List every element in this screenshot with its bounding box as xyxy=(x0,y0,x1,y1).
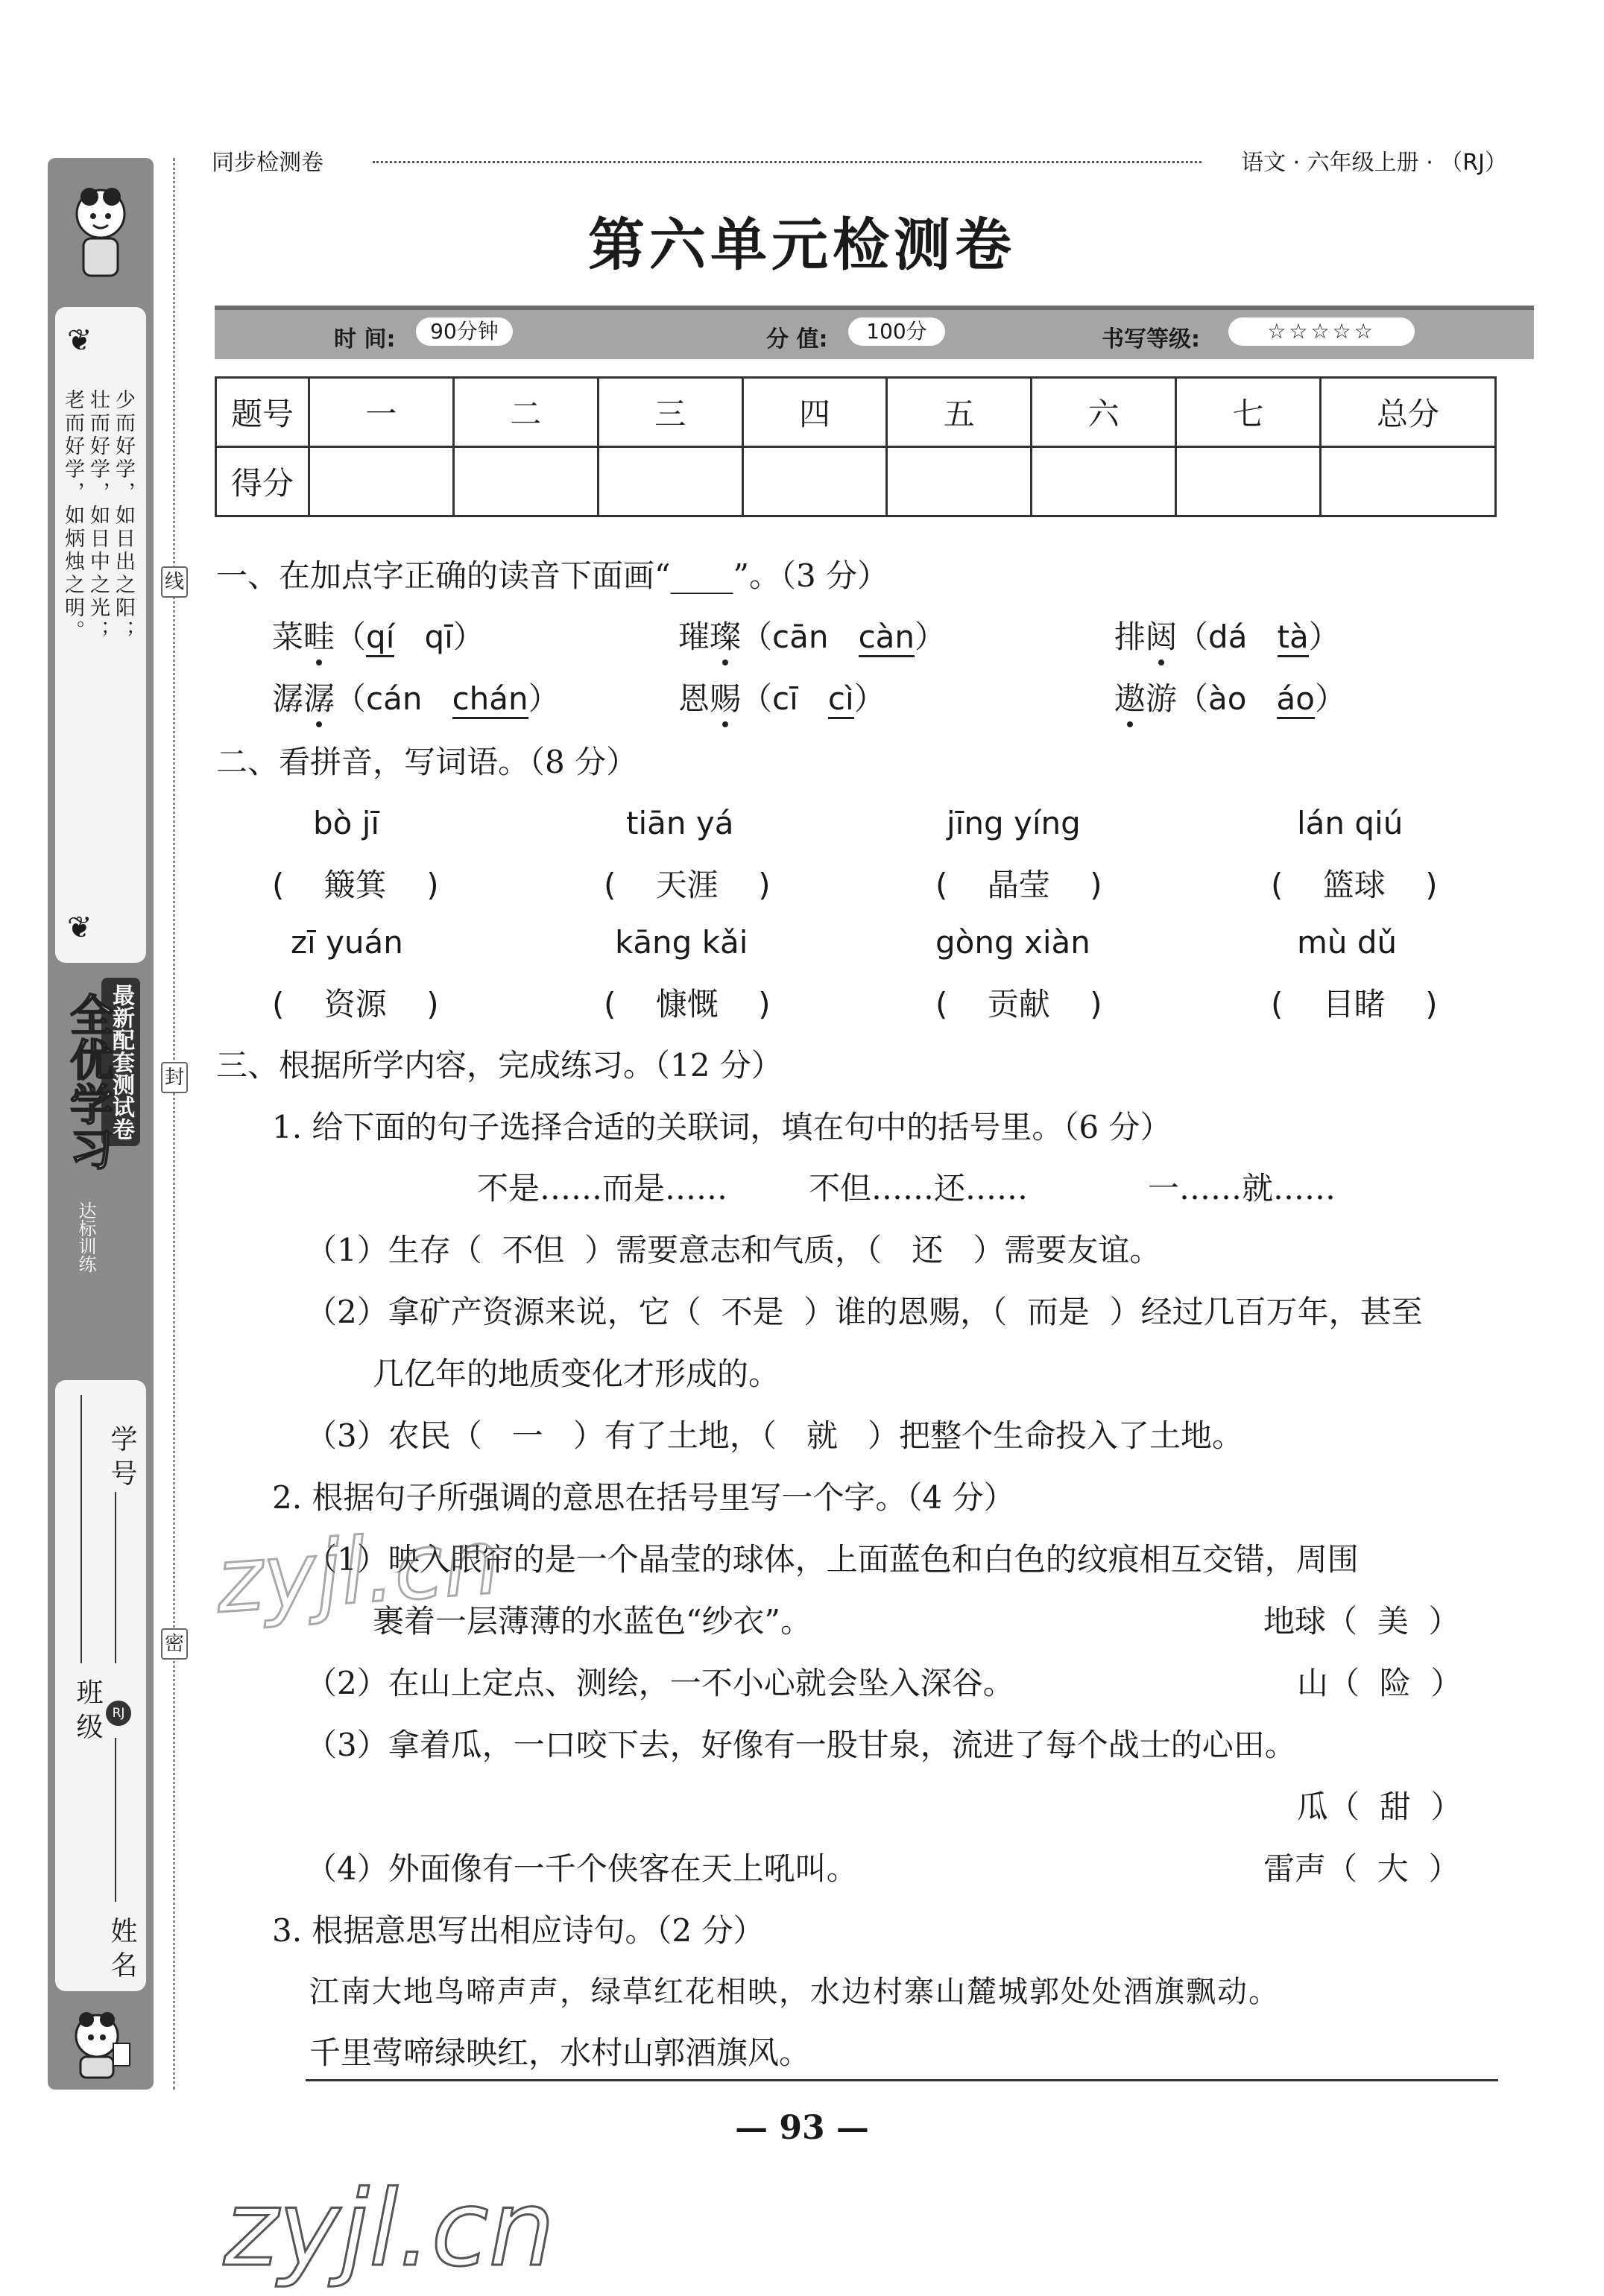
sentence-text: （3）农民（ xyxy=(306,1417,482,1454)
paren: ） xyxy=(1430,1665,1462,1701)
sentence-text: （2）拿矿产资源来说，它（ xyxy=(306,1294,701,1330)
table-row xyxy=(216,447,1496,516)
table-cell: 七 xyxy=(1176,378,1321,447)
student-info-panel xyxy=(55,1380,146,1991)
fill-answer[interactable]: 不是 xyxy=(721,1294,784,1330)
cut-label-feng: 封 xyxy=(161,1062,188,1093)
rj-badge: RJ xyxy=(106,1701,131,1726)
word-answer: 目睹 xyxy=(1322,986,1386,1022)
table-cell: 得分 xyxy=(216,447,309,516)
score-input[interactable] xyxy=(1321,447,1496,516)
q1-item xyxy=(678,613,946,657)
word-answer: 资源 xyxy=(323,986,387,1022)
paren: （ xyxy=(1177,680,1209,717)
sentence: （4）外面像有一千个侠客在天上吼叫。 xyxy=(306,1850,858,1887)
word: 游 xyxy=(1146,680,1178,717)
q1-item xyxy=(272,613,484,657)
fill-answer: 大 xyxy=(1377,1850,1409,1887)
answer-label: 地球（ xyxy=(1263,1603,1358,1639)
header-divider xyxy=(373,161,1202,163)
cut-line xyxy=(173,158,175,2090)
page-number: — 93 — xyxy=(735,2109,869,2147)
sentence xyxy=(306,1411,1243,1456)
sentence-text: ）经过几百万年，甚至 xyxy=(1109,1294,1423,1330)
sentence xyxy=(306,1226,1161,1271)
dotted-char: 遨 xyxy=(1114,680,1146,717)
table-cell: 三 xyxy=(598,378,742,447)
name-label: 姓名 xyxy=(107,1917,137,1985)
fill-answer: 美 xyxy=(1377,1603,1409,1639)
pinyin-option[interactable]: cān xyxy=(772,619,829,655)
score-input[interactable] xyxy=(453,447,598,516)
brand-block xyxy=(55,978,146,1350)
conjunction-option: 不但……还…… xyxy=(809,1170,1029,1206)
table-cell: 一 xyxy=(309,378,454,447)
answer-line xyxy=(306,2079,1498,2081)
fill-answer: 甜 xyxy=(1379,1789,1411,1825)
table-row xyxy=(216,378,1496,447)
word-answer: 天涯 xyxy=(655,867,719,903)
pinyin-option-selected[interactable]: càn xyxy=(859,619,915,657)
class-field[interactable] xyxy=(80,1395,82,1663)
fill-answer[interactable]: 还 xyxy=(912,1232,944,1268)
sentence: （3）拿着瓜，一口咬下去，好像有一股甘泉，流进了每个战士的心田。 xyxy=(306,1727,1296,1763)
word: 排 xyxy=(1114,619,1146,655)
sentence-text: ）需要意志和气质，（ xyxy=(584,1232,882,1268)
dotted-char: 璨 xyxy=(710,619,742,655)
pinyin-option[interactable]: cī xyxy=(772,680,798,717)
table-cell: 题号 xyxy=(216,378,309,447)
fill-answer[interactable]: 一 xyxy=(511,1417,543,1454)
paren: （ xyxy=(335,680,367,717)
table-cell: 二 xyxy=(453,378,598,447)
motto-line-3: 老而好学，如炳烛之明。 xyxy=(61,389,84,643)
motto-panel xyxy=(55,307,146,963)
word: 璀 xyxy=(678,619,710,655)
score-value-label: 分 值: xyxy=(766,326,828,352)
pinyin: tiān yá xyxy=(626,805,734,841)
paren: ） xyxy=(915,619,947,655)
table-cell: 六 xyxy=(1032,378,1176,447)
word-answer: 簸箕 xyxy=(323,867,387,903)
paren: （ xyxy=(741,680,773,717)
score-input[interactable] xyxy=(742,447,887,516)
sentence-continued: 几亿年的地质变化才形成的。 xyxy=(373,1356,780,1392)
answer-label: 瓜（ xyxy=(1297,1789,1360,1825)
dotted-char: 潺 xyxy=(303,680,335,717)
pinyin: jīng yíng xyxy=(947,805,1081,841)
pinyin-option[interactable]: dá xyxy=(1208,619,1248,655)
word: 恩 xyxy=(678,680,710,717)
pinyin-option[interactable]: cán xyxy=(366,680,423,717)
emphasis-answer[interactable] xyxy=(1297,1659,1462,1704)
fill-answer: 险 xyxy=(1379,1665,1411,1701)
class-label: 班级 xyxy=(72,1678,103,1747)
time-value: 90分钟 xyxy=(416,317,513,346)
brand-name: 全优学习 xyxy=(63,993,113,1171)
q1-item xyxy=(1114,674,1346,719)
conjunction-option: 不是……而是…… xyxy=(477,1170,728,1206)
brand-tagline: 最新配套测试卷 xyxy=(101,978,140,1146)
pinyin: lán qiú xyxy=(1297,805,1404,841)
pinyin-option[interactable]: ào xyxy=(1208,680,1247,717)
exam-info-bar xyxy=(215,306,1534,359)
paren: ） xyxy=(1428,1850,1460,1887)
word-answer-box[interactable]: ( 贡献 ) xyxy=(935,986,1102,1022)
word-answer: 晶莹 xyxy=(987,867,1050,903)
cartoon-girl-bottom-icon xyxy=(67,2006,134,2081)
watermark: zyjl.cn xyxy=(224,2169,555,2290)
pinyin-option-selected[interactable]: cì xyxy=(828,680,854,719)
fill-answer[interactable]: 不但 xyxy=(502,1232,565,1268)
word-answer-box[interactable]: ( 晶莹 ) xyxy=(935,867,1102,903)
writing-grade-stars[interactable]: ☆☆☆☆☆ xyxy=(1228,317,1415,346)
paren: （ xyxy=(1177,619,1209,655)
emphasis-answer[interactable] xyxy=(1297,1783,1462,1827)
q2-heading: 二、看拼音，写词语。（8 分） xyxy=(216,744,638,780)
pinyin-option-selected[interactable]: chán xyxy=(452,680,528,719)
paren: ） xyxy=(1428,1603,1460,1639)
fill-answer[interactable]: 而是 xyxy=(1026,1294,1090,1330)
score-input[interactable] xyxy=(598,447,742,516)
side-strip xyxy=(48,158,154,2090)
paren: （ xyxy=(741,619,773,655)
q1-item xyxy=(678,674,885,719)
cut-label-xian: 线 xyxy=(161,566,188,598)
motto-line-1: 少而好学，如日出之阳； xyxy=(112,389,135,643)
word: 潺 xyxy=(272,680,304,717)
sentence-text: ）有了土地，（ xyxy=(572,1417,777,1454)
watermark: zyjl.cn xyxy=(212,1510,504,1634)
emphasis-answer[interactable] xyxy=(1263,1844,1459,1889)
name-field[interactable] xyxy=(115,1738,116,1902)
paren: ） xyxy=(1308,619,1340,655)
fill-answer[interactable]: 就 xyxy=(806,1417,838,1454)
dotted-char: 闼 xyxy=(1146,619,1178,655)
word-answer: 篮球 xyxy=(1322,867,1386,903)
q1-item xyxy=(272,674,560,719)
table-cell: 总分 xyxy=(1321,378,1496,447)
word-answer: 贡献 xyxy=(987,986,1050,1022)
emphasis-answer[interactable] xyxy=(1263,1597,1459,1642)
paren: ） xyxy=(1314,680,1346,717)
word-answer-box[interactable]: ( 簸箕 ) xyxy=(272,867,439,903)
q1-item xyxy=(1114,613,1340,657)
score-input[interactable] xyxy=(887,447,1032,516)
score-input[interactable] xyxy=(1032,447,1176,516)
score-value: 100分 xyxy=(848,317,945,346)
sentence-text: ）谁的恩赐，（ xyxy=(803,1294,1008,1330)
pinyin-option-selected[interactable]: tà xyxy=(1278,619,1309,657)
q3-heading: 三、根据所学内容，完成练习。（12 分） xyxy=(216,1047,783,1084)
page-title: 第六单元检测卷 xyxy=(588,212,1016,278)
table-cell: 五 xyxy=(887,378,1032,447)
student-number-label: 学号 xyxy=(107,1425,137,1493)
sentence: （1）映入眼帘的是一个晶莹的球体，上面蓝色和白色的纹痕相互交错，周围 xyxy=(306,1541,1359,1578)
cut-label-mi: 密 xyxy=(161,1628,188,1660)
q3-part3-heading: 3. 根据意思写出相应诗句。（2 分） xyxy=(272,1912,765,1949)
sentence-text: （1）生存（ xyxy=(306,1232,482,1268)
sentence-text: ）需要友谊。 xyxy=(973,1232,1161,1268)
word: 菜 xyxy=(272,619,304,655)
answer-label: 山（ xyxy=(1297,1665,1360,1701)
sentence xyxy=(306,1288,1423,1332)
score-table xyxy=(215,376,1497,517)
brand-tag: 达标训练 xyxy=(75,1201,96,1273)
q1-heading: 一、在加点字正确的读音下面画“____”。（3 分） xyxy=(216,557,889,594)
paren: ） xyxy=(1430,1789,1462,1825)
pinyin: mù dǔ xyxy=(1297,924,1398,961)
pinyin: kāng kǎi xyxy=(615,924,748,961)
poem-meaning: 江南大地鸟啼声声，绿草红花相映，水边村寨山麓城郭处处酒旗飘动。 xyxy=(309,1975,1280,2009)
score-input[interactable] xyxy=(1176,447,1321,516)
sentence: （2）在山上定点、测绘，一不小心就会坠入深谷。 xyxy=(306,1665,1014,1701)
poem-answer[interactable]: 千里莺啼绿映红，水村山郭酒旗风。 xyxy=(309,2034,811,2071)
conjunction-option: 一……就…… xyxy=(1148,1170,1336,1206)
paren: ） xyxy=(452,619,484,655)
floral-ornament-top-icon: ❦ xyxy=(67,323,92,358)
dotted-char: 赐 xyxy=(710,680,742,717)
word-answer: 慷慨 xyxy=(655,986,719,1022)
word-answer-box[interactable]: ( 天涯 ) xyxy=(604,867,771,903)
paren: ） xyxy=(853,680,885,717)
floral-ornament-bottom-icon: ❦ xyxy=(67,911,92,945)
paren: （ xyxy=(335,619,367,655)
table-cell: 四 xyxy=(742,378,887,447)
pinyin: bò jī xyxy=(313,805,380,841)
dotted-char: 畦 xyxy=(303,619,335,655)
sentence-text: ）把整个生命投入了土地。 xyxy=(868,1417,1244,1454)
pinyin-option-selected[interactable]: áo xyxy=(1277,680,1315,719)
pinyin: gòng xiàn xyxy=(935,924,1090,961)
student-number-field[interactable] xyxy=(115,1492,116,1663)
q3-part1-heading: 1. 给下面的句子选择合适的关联词，填在句中的括号里。（6 分） xyxy=(272,1109,1172,1145)
word-answer-box[interactable]: ( 篮球 ) xyxy=(1271,867,1438,903)
answer-label: 雷声（ xyxy=(1263,1850,1358,1887)
word-answer-box[interactable]: ( 资源 ) xyxy=(272,986,439,1022)
paren: ） xyxy=(528,680,560,717)
pinyin-option-selected[interactable]: qí xyxy=(366,619,394,657)
pinyin: zī yuán xyxy=(291,924,403,961)
header-series: 同步检测卷 xyxy=(212,150,323,176)
pinyin-option[interactable]: qī xyxy=(424,619,453,655)
q3-part2-heading: 2. 根据句子所强调的意思在括号里写一个字。（4 分） xyxy=(272,1479,1015,1516)
writing-grade-label: 书写等级: xyxy=(1102,326,1200,352)
motto-line-2: 壮而好学，如日中之光； xyxy=(86,389,110,643)
sentence-continued: 裹着一层薄薄的水蓝色“纱衣”。 xyxy=(373,1603,812,1639)
header-subject: 语文 · 六年级上册 · （RJ） xyxy=(1241,150,1507,176)
word-answer-box[interactable]: ( 慷慨 ) xyxy=(604,986,771,1022)
score-input[interactable] xyxy=(309,447,454,516)
word-answer-box[interactable]: ( 目睹 ) xyxy=(1271,986,1438,1022)
time-label: 时 间: xyxy=(334,326,396,352)
